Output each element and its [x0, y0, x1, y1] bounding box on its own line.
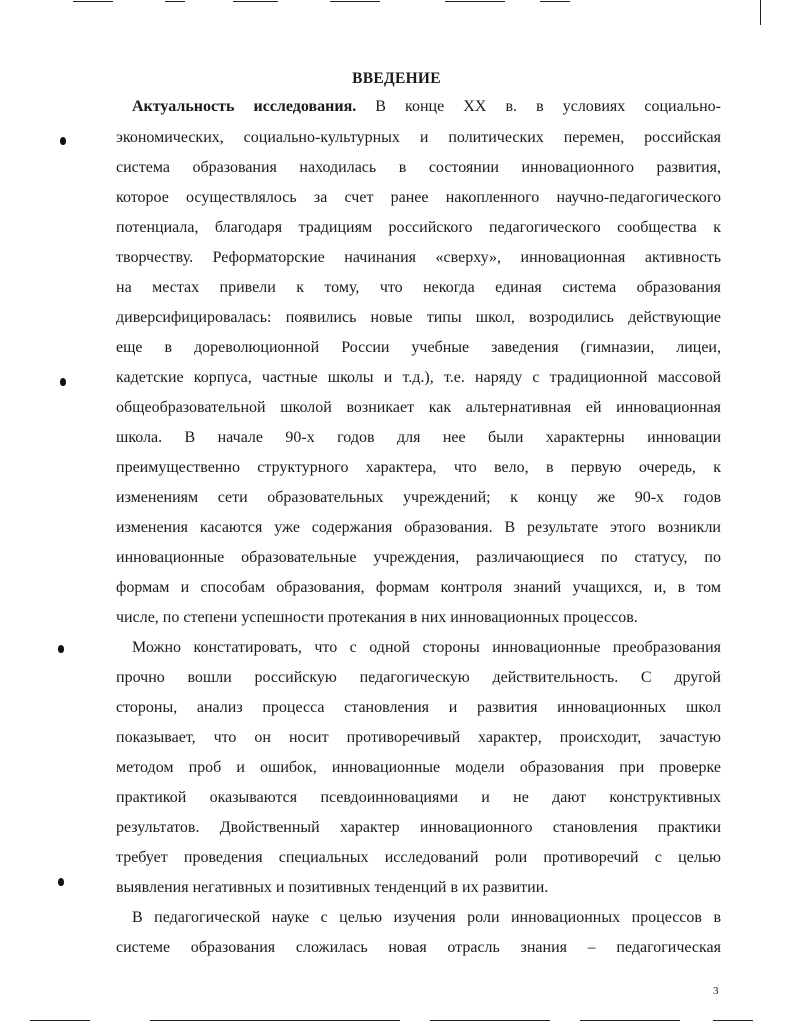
scan-artifact-line [760, 0, 761, 25]
punch-mark [60, 378, 66, 386]
text-line: изменения касаются уже содержания образования. В результате этого возникли [116, 519, 721, 536]
text-line: преимущественно структурного характера, что вело, в первую очередь, к [116, 459, 721, 476]
text-line: кадетские корпуса, частные школы и т.д.), т.е. наряду с традиционной массовой [116, 369, 721, 386]
punch-mark [58, 878, 64, 886]
text-line: общеобразовательной школой возникает как альтернативная ей инновационная [116, 399, 721, 416]
text-line: показывает, что он носит противоречивый характер, происходит, зачастую [116, 729, 721, 746]
page-number: 3 [713, 985, 719, 997]
scan-artifact-line [445, 1, 505, 2]
text-line: выявления негативных и позитивных тенденций в их развитии. [116, 879, 549, 896]
text-line: изменениям сети образовательных учреждений; к концу же 90-х годов [116, 489, 721, 506]
scan-artifact-line [430, 1020, 550, 1021]
scan-artifact-line [165, 1, 185, 2]
text-line: на местах привели к тому, что некогда единая система образования [116, 279, 721, 296]
text-line: требует проведения специальных исследований роли противоречий с целью [116, 849, 721, 866]
text-line: диверсифицировалась: появились новые типы школ, возродились действующие [116, 309, 721, 326]
text-line: результатов. Двойственный характер инновационного становления практики [116, 819, 721, 836]
text-line: Актуальность исследования. В конце XX в. в условиях социально- [132, 98, 721, 115]
scan-artifact-line [713, 1020, 753, 1021]
text-line: экономических, социально-культурных и политических перемен, российская [116, 129, 721, 146]
text-line: потенциала, благодаря традициям российского педагогического сообщества к [116, 219, 721, 236]
scan-artifact-line [580, 1020, 680, 1021]
text-line: методом проб и ошибок, инновационные модели образования при проверке [116, 759, 721, 776]
scan-artifact-line [330, 1, 380, 2]
text-line: еще в дореволюционной России учебные заведения (гимназии, лицеи, [116, 339, 721, 356]
text-line: система образования находилась в состоянии инновационного развития, [116, 159, 721, 176]
text-line: прочно вошли российскую педагогическую действительность. С другой [116, 669, 721, 686]
text-line: стороны, анализ процесса становления и развития инновационных школ [116, 699, 721, 716]
text-line: числе, по степени успешности протекания в них инновационных процессов. [116, 609, 638, 626]
text-line: системе образования сложилась новая отрасль знания – педагогическая [116, 939, 721, 956]
text-line: формам и способам образования, формам контроля знаний учащихся, и, в том [116, 579, 721, 596]
text-line: которое осуществлялось за счет ранее накопленного научно-педагогического [116, 189, 721, 206]
text-line: инновационные образовательные учреждения, различающиеся по статусу, по [116, 549, 721, 566]
text-line: практикой оказываются псевдоинновациями и не дают конструктивных [116, 789, 721, 806]
text-line: творчеству. Реформаторские начинания «сверху», инновационная активность [116, 249, 721, 266]
text-line: В педагогической науке с целью изучения роли инновационных процессов в [132, 909, 721, 926]
text-line: Можно констатировать, что с одной стороны инновационные преобразования [132, 639, 721, 656]
punch-mark [60, 137, 66, 145]
text-line: школа. В начале 90-х годов для нее были характерны инновации [116, 429, 721, 446]
scan-artifact-line [233, 1, 278, 2]
scan-artifact-line [30, 1020, 90, 1021]
scan-artifact-line [73, 1, 113, 2]
punch-mark [58, 645, 64, 653]
lead-bold: Актуальность исследования. [132, 98, 357, 115]
page-heading: ВВЕДЕНИЕ [352, 70, 441, 87]
scan-artifact-line [540, 1, 570, 2]
scan-artifact-line [150, 1020, 400, 1021]
